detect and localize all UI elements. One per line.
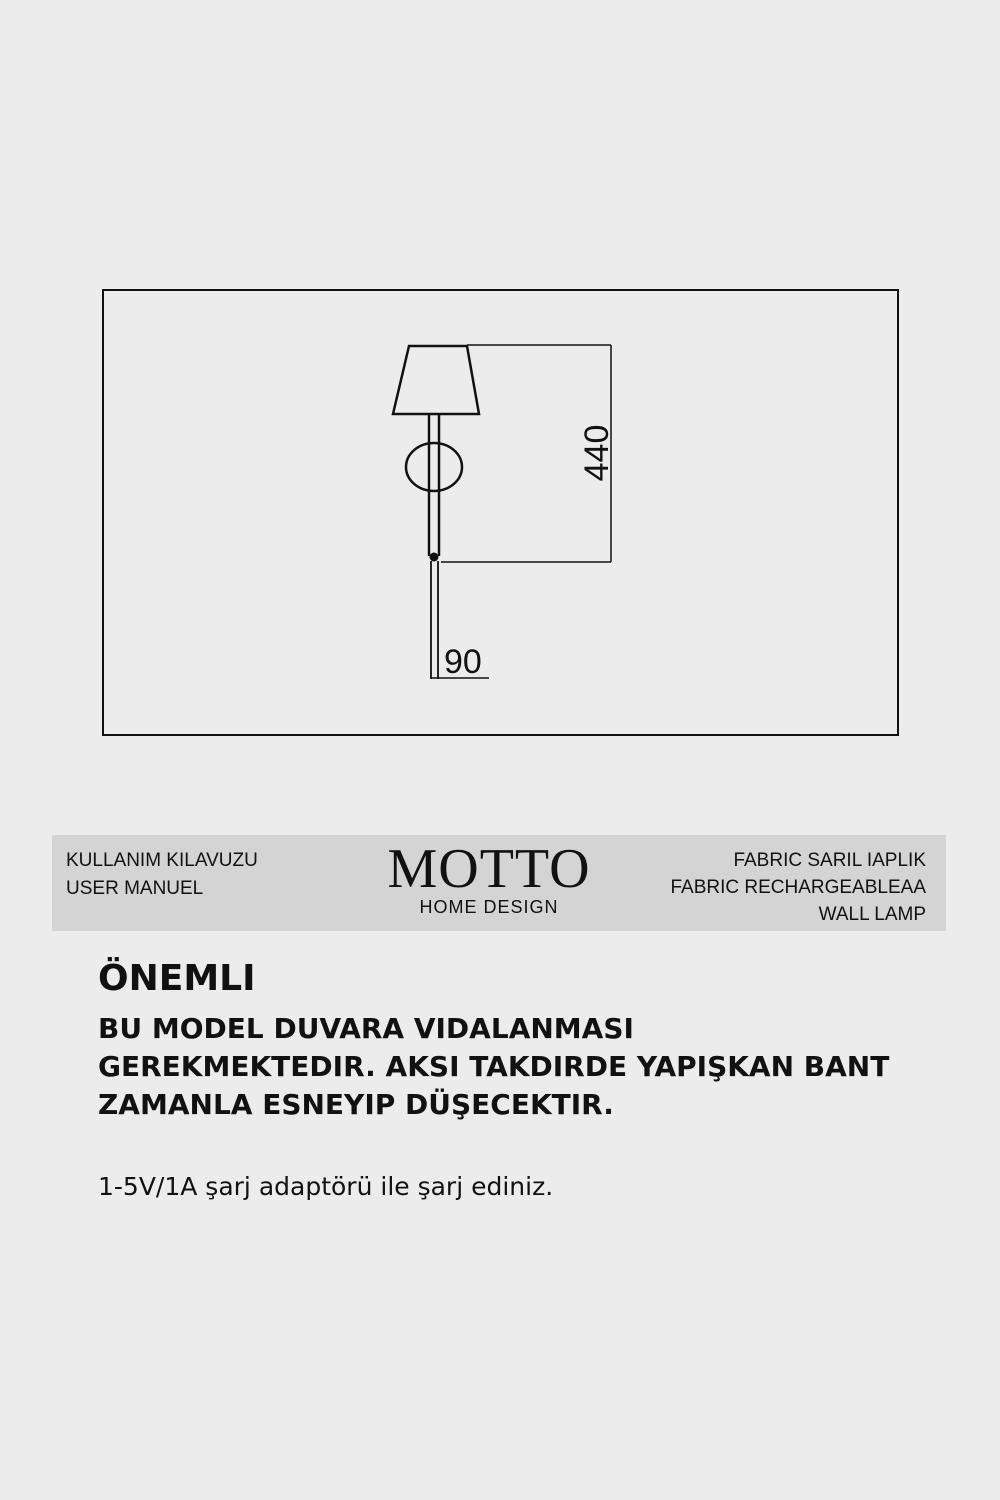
product-name-block <box>670 847 926 928</box>
notice-body <box>98 1010 918 1124</box>
product-name-en-2: WALL LAMP <box>818 904 926 925</box>
product-name-tr: FABRIC SARIL IAPLIK <box>733 850 926 871</box>
notice-body-line: GEREKMEKTEDIR. AKSI TAKDIRDE YAPIŞKAN BANT <box>98 1050 890 1083</box>
wall-mount-disc <box>406 443 462 491</box>
width-dimension-label: 90 <box>444 643 482 681</box>
lamp-joint <box>430 553 439 562</box>
charge-note: 1-5V/1A şarj adaptörü ile şarj ediniz. <box>98 1172 554 1201</box>
brand-logo <box>374 835 604 918</box>
notice-body-line: BU MODEL DUVARA VIDALANMASI <box>98 1012 634 1045</box>
height-dimension-label: 440 <box>578 424 616 482</box>
lamp-diagram-frame <box>102 289 899 736</box>
product-name-en: FABRIC RECHARGEABLEAA <box>670 877 926 898</box>
notice-heading: ÖNEMLI <box>98 958 256 999</box>
manual-title-en: USER MANUEL <box>66 878 204 899</box>
lamp-shade <box>393 346 479 414</box>
manual-title-tr: KULLANIM KILAVUZU <box>66 850 258 871</box>
brand-logo-text: MOTTO <box>387 838 591 900</box>
lamp-diagram <box>104 291 897 734</box>
manual-title-block <box>66 847 258 903</box>
brand-logo-subtitle: HOME DESIGN <box>419 897 559 917</box>
notice-body-line: ZAMANLA ESNEYIP DÜŞECEKTIR. <box>98 1088 614 1121</box>
manual-header-band <box>52 835 946 931</box>
